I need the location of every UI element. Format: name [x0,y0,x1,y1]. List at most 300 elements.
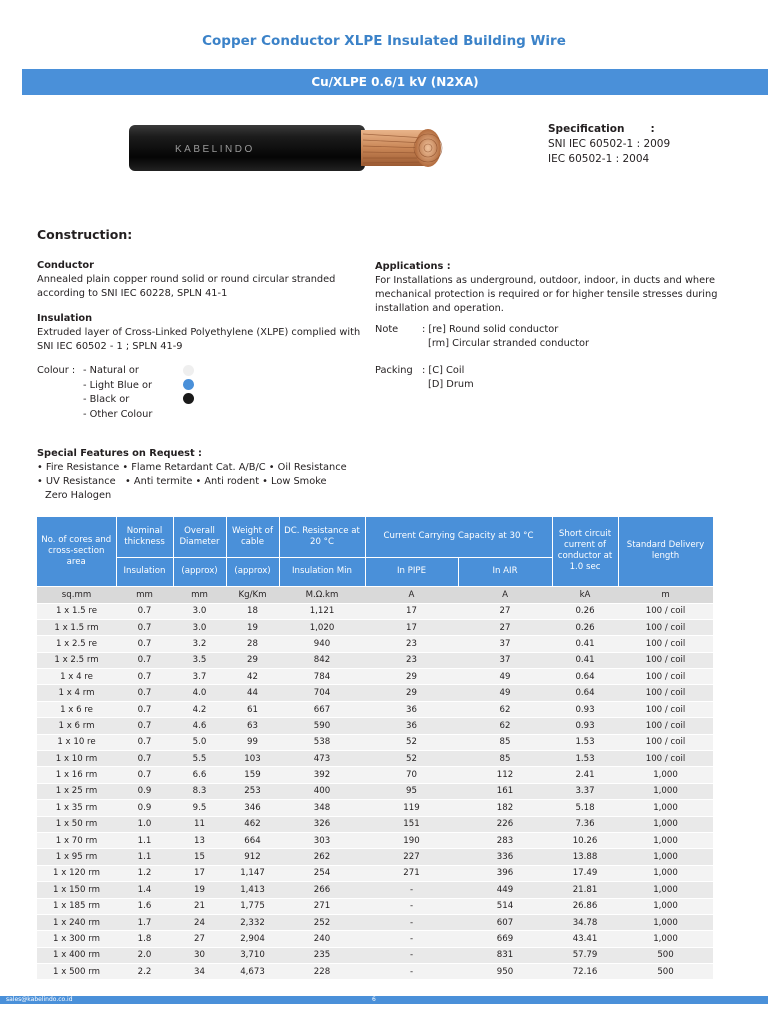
colour-option: - Black or [83,394,130,405]
table-cell: 5.0 [173,734,226,750]
table-cell: 161 [458,783,552,799]
table-cell: 3.5 [173,652,226,668]
table-cell: 669 [458,931,552,947]
header-current-capacity: Current Carrying Capacity at 30 °C [365,517,552,557]
table-cell: 8.3 [173,783,226,799]
table-row [37,652,713,668]
special-feature-line: • Fire Resistance • Flame Retardant Cat. A/B/C • Oil Resistance [37,462,347,473]
table-cell: 13.88 [552,849,618,865]
table-cell: 326 [279,816,365,832]
table-cell: 23 [365,636,458,652]
table-cell: 1.2 [116,865,173,881]
note-value: [rm] Circular stranded conductor [428,338,590,349]
table-cell: 7.36 [552,816,618,832]
table-cell: 346 [226,800,279,816]
table-row [37,898,713,914]
table-row [37,734,713,750]
table-cell: 28 [226,636,279,652]
table-cell: 30 [173,947,226,963]
table-cell: 3.0 [173,619,226,635]
table-cell: 100 / coil [618,669,713,685]
table-cell: 99 [226,734,279,750]
table-cell: 262 [279,849,365,865]
table-cell: 1 x 50 rm [37,816,116,832]
table-cell: 227 [365,849,458,865]
applications-text: For Installations as underground, outdoor, indoor, in ducts and where mechanical protection is required or for higher tensile stresses during installation and operation. [375,275,718,314]
table-row [37,931,713,947]
table-cell: 500 [618,947,713,963]
cable-print: KABELINDO [175,144,255,155]
table-cell: - [365,898,458,914]
table-cell: 17.49 [552,865,618,881]
table-cell: 21 [173,898,226,914]
special-feature-line: • UV Resistance • Anti termite • Anti rodent • Low Smoke [37,476,327,487]
table-cell: - [365,947,458,963]
table-cell: - [365,882,458,898]
table-cell: 3,710 [226,947,279,963]
table-cell: 62 [458,718,552,734]
table-cell: 1,000 [618,800,713,816]
table-row [37,800,713,816]
header-in-pipe: In PIPE [365,557,458,586]
table-cell: 3.37 [552,783,618,799]
table-cell: 253 [226,783,279,799]
table-cell: 1 x 4 rm [37,685,116,701]
table-row [37,882,713,898]
header-in-air: In AIR [458,557,552,586]
table-cell: 100 / coil [618,734,713,750]
table-cell: 1.53 [552,751,618,767]
table-cell: 190 [365,832,458,848]
table-row [37,914,713,930]
table-cell: 1 x 2.5 re [37,636,116,652]
table-cell: 19 [226,619,279,635]
table-cell: 0.7 [116,701,173,717]
table-cell: 37 [458,636,552,652]
unit-cell: A [458,586,552,603]
table-cell: 1.0 [116,816,173,832]
table-cell: 10.26 [552,832,618,848]
table-cell: 2,332 [226,914,279,930]
table-cell: 6.6 [173,767,226,783]
table-cell: 226 [458,816,552,832]
header-nominal-thickness: Nominal thickness [116,517,173,557]
header-approx: (approx) [173,557,226,586]
table-cell: 1,000 [618,882,713,898]
table-cell: 17 [365,619,458,635]
table-cell: 449 [458,882,552,898]
table-cell: 63 [226,718,279,734]
colour-label: Colour : [37,365,76,376]
cable-spec-table [37,517,714,980]
table-cell: 1,000 [618,816,713,832]
table-cell: 462 [226,816,279,832]
table-cell: 52 [365,751,458,767]
table-cell: 0.7 [116,685,173,701]
table-cell: 473 [279,751,365,767]
table-cell: 1 x 120 rm [37,865,116,881]
table-cell: 1 x 35 rm [37,800,116,816]
table-cell: 85 [458,734,552,750]
colour-option: - Natural or [83,365,139,376]
table-cell: 0.7 [116,619,173,635]
table-cell: 336 [458,849,552,865]
unit-cell: M.Ω.km [279,586,365,603]
table-cell: 100 / coil [618,685,713,701]
table-cell: 1,000 [618,865,713,881]
construction-heading: Construction: [37,227,133,242]
footer-bar [0,996,768,1004]
table-cell: 0.9 [116,800,173,816]
table-cell: 1 x 25 rm [37,783,116,799]
table-cell: 1.53 [552,734,618,750]
table-cell: 1 x 185 rm [37,898,116,914]
table-cell: 912 [226,849,279,865]
applications-label: Applications : [375,261,451,272]
table-cell: 607 [458,914,552,930]
table-cell: 538 [279,734,365,750]
table-cell: 100 / coil [618,636,713,652]
header-insulation: Insulation [116,557,173,586]
table-cell: 0.7 [116,767,173,783]
table-cell: 151 [365,816,458,832]
table-cell: 1,000 [618,767,713,783]
table-cell: 1.6 [116,898,173,914]
table-cell: 240 [279,931,365,947]
unit-cell: mm [173,586,226,603]
table-cell: 0.64 [552,669,618,685]
colour-swatch-black [183,393,194,404]
special-features-section [37,447,367,503]
table-cell: 1,000 [618,783,713,799]
table-cell: 100 / coil [618,603,713,619]
table-cell: 43.41 [552,931,618,947]
header-overall-diameter: Overall Diameter [173,517,226,557]
table-cell: 271 [365,865,458,881]
table-cell: 1,000 [618,849,713,865]
table-cell: 29 [365,685,458,701]
packing-value: : [C] Coil [422,365,465,376]
table-cell: 26.86 [552,898,618,914]
header-cores: No. of cores and cross-section area [37,517,116,586]
table-cell: 235 [279,947,365,963]
table-cell: 23 [365,652,458,668]
table-row [37,751,713,767]
header-insulation-min: Insulation Min [279,557,365,586]
specification-item: IEC 60502-1 : 2004 [548,153,650,165]
table-cell: 57.79 [552,947,618,963]
table-cell: 664 [226,832,279,848]
table-cell: 2.41 [552,767,618,783]
table-cell: 1,000 [618,832,713,848]
table-row [37,636,713,652]
table-cell: 9.5 [173,800,226,816]
table-cell: 0.9 [116,783,173,799]
table-cell: 13 [173,832,226,848]
specification-label: Specification [548,123,625,135]
units-row [37,586,713,603]
table-cell: 4,673 [226,964,279,980]
table-cell: 119 [365,800,458,816]
unit-cell: m [618,586,713,603]
table-cell: 4.0 [173,685,226,701]
table-cell: 19 [173,882,226,898]
table-cell: 1 x 1.5 rm [37,619,116,635]
table-row [37,849,713,865]
table-cell: 100 / coil [618,751,713,767]
table-cell: 42 [226,669,279,685]
table-cell: 0.93 [552,701,618,717]
specification-colon: : [650,123,655,135]
table-cell: 24 [173,914,226,930]
insulation-text: Extruded layer of Cross-Linked Polyethylene (XLPE) complied with SNI IEC 60502 - 1 ; SPLN 41-9 [37,327,361,352]
table-cell: 100 / coil [618,701,713,717]
table-cell: 1 x 95 rm [37,849,116,865]
table-row [37,816,713,832]
table-cell: 100 / coil [618,652,713,668]
table-cell: 62 [458,701,552,717]
table-cell: 1,000 [618,898,713,914]
table-cell: 950 [458,964,552,980]
table-cell: 1,775 [226,898,279,914]
table-cell: 85 [458,751,552,767]
table-cell: 254 [279,865,365,881]
table-row [37,767,713,783]
table-cell: 1 x 6 rm [37,718,116,734]
special-features-label: Special Features on Request : [37,448,202,459]
table-cell: 27 [173,931,226,947]
table-cell: 0.64 [552,685,618,701]
table-row [37,685,713,701]
header-weight: Weight of cable [226,517,279,557]
table-cell: 5.5 [173,751,226,767]
unit-cell: Kg/Km [226,586,279,603]
table-cell: 61 [226,701,279,717]
table-cell: 52 [365,734,458,750]
product-name: Cu/XLPE 0.6/1 kV (N2XA) [311,75,479,89]
header-delivery-length: Standard Delivery length [618,517,713,586]
table-cell: 112 [458,767,552,783]
special-feature-line: Zero Halogen [45,490,112,501]
conductor-label: Conductor [37,260,94,271]
table-cell: 1 x 70 rm [37,832,116,848]
table-row [37,832,713,848]
table-cell: 1 x 300 rm [37,931,116,947]
footer-email: sales@kabelindo.co.id [6,996,73,1003]
table-cell: - [365,914,458,930]
table-cell: 37 [458,652,552,668]
colour-option: - Other Colour [83,408,153,420]
table-row [37,619,713,635]
table-cell: 1.1 [116,849,173,865]
table-cell: 44 [226,685,279,701]
table-cell: 0.7 [116,603,173,619]
table-cell: 1 x 150 rm [37,882,116,898]
table-cell: - [365,964,458,980]
table-cell: 100 / coil [618,619,713,635]
table-cell: 0.7 [116,734,173,750]
table-cell: 271 [279,898,365,914]
table-cell: 1 x 1.5 re [37,603,116,619]
table-cell: 0.7 [116,669,173,685]
table-cell: 0.7 [116,652,173,668]
table-cell: 1 x 10 re [37,734,116,750]
table-cell: 29 [226,652,279,668]
unit-cell: A [365,586,458,603]
table-cell: 0.7 [116,636,173,652]
table-cell: 303 [279,832,365,848]
table-cell: 5.18 [552,800,618,816]
table-cell: 1,413 [226,882,279,898]
table-cell: 0.26 [552,603,618,619]
table-cell: 228 [279,964,365,980]
table-cell: 0.7 [116,718,173,734]
table-row [37,947,713,963]
table-cell: 27 [458,603,552,619]
page-title: Copper Conductor XLPE Insulated Building Wire [202,33,566,49]
unit-cell: mm [116,586,173,603]
note-label: Note [375,324,399,335]
table-cell: 27 [458,619,552,635]
table-row [37,964,713,980]
table-cell: 1,020 [279,619,365,635]
table-cell: 1.8 [116,931,173,947]
table-cell: 21.81 [552,882,618,898]
table-cell: 667 [279,701,365,717]
table-cell: 0.41 [552,636,618,652]
table-cell: 1.4 [116,882,173,898]
table-cell: 72.16 [552,964,618,980]
unit-cell: kA [552,586,618,603]
table-cell: 49 [458,685,552,701]
table-cell: 283 [458,832,552,848]
specification-item: SNI IEC 60502-1 : 2009 [548,138,671,150]
table-row [37,701,713,717]
table-cell: 1,121 [279,603,365,619]
page-number: 6 [372,996,376,1003]
table-cell: 1 x 4 re [37,669,116,685]
table-cell: 1 x 10 rm [37,751,116,767]
product-banner [22,69,768,95]
table-row [37,669,713,685]
table-cell: 514 [458,898,552,914]
table-cell: 1 x 2.5 rm [37,652,116,668]
table-cell: 590 [279,718,365,734]
insulation-section [37,312,367,354]
table-cell: 0.93 [552,718,618,734]
table-cell: 2.0 [116,947,173,963]
conductor-text: Annealed plain copper round solid or round circular stranded according to SNI IEC 60228, SPLN 41-1 [37,274,336,299]
table-row [37,783,713,799]
table-cell: 3.0 [173,603,226,619]
table-cell: 784 [279,669,365,685]
table-cell: 70 [365,767,458,783]
table-cell: 34.78 [552,914,618,930]
table-cell: - [365,931,458,947]
table-cell: 17 [173,865,226,881]
table-cell: 400 [279,783,365,799]
table-cell: 500 [618,964,713,980]
note-value: : [re] Round solid conductor [422,324,559,335]
table-cell: 1 x 240 rm [37,914,116,930]
table-row [37,865,713,881]
table-cell: 2,904 [226,931,279,947]
table-row [37,718,713,734]
applications-section [375,260,720,316]
table-cell: 266 [279,882,365,898]
table-cell: 100 / coil [618,718,713,734]
note-section [375,323,589,351]
table-cell: 36 [365,718,458,734]
colour-swatch-light-blue [183,379,194,390]
table-cell: 182 [458,800,552,816]
table-cell: 159 [226,767,279,783]
table-cell: 4.6 [173,718,226,734]
table-cell: 831 [458,947,552,963]
table-cell: 29 [365,669,458,685]
specification [548,122,670,167]
table-cell: 3.7 [173,669,226,685]
insulation-label: Insulation [37,313,93,324]
table-cell: 18 [226,603,279,619]
table-cell: 0.7 [116,751,173,767]
table-cell: 95 [365,783,458,799]
table-cell: 1 x 400 rm [37,947,116,963]
table-cell: 940 [279,636,365,652]
header-dc-resistance: DC. Resistance at 20 °C [279,517,365,557]
table-cell: 1.1 [116,832,173,848]
table-cell: 1,000 [618,931,713,947]
conductor-section [37,259,367,301]
colour-section [37,364,183,422]
table-cell: 0.41 [552,652,618,668]
packing-label: Packing [375,365,413,376]
table-cell: 17 [365,603,458,619]
table-row [37,603,713,619]
table-cell: 103 [226,751,279,767]
table-cell: 348 [279,800,365,816]
table-cell: 704 [279,685,365,701]
cable-image [125,118,460,178]
table-cell: 15 [173,849,226,865]
header-approx: (approx) [226,557,279,586]
header-short-circuit: Short circuit current of conductor at 1.0 sec [552,517,618,586]
table-cell: 34 [173,964,226,980]
table-cell: 4.2 [173,701,226,717]
unit-cell: sq.mm [37,586,116,603]
table-cell: 3.2 [173,636,226,652]
table-cell: 1 x 6 re [37,701,116,717]
packing-value: [D] Drum [428,379,474,390]
table-cell: 1.7 [116,914,173,930]
table-cell: 0.26 [552,619,618,635]
table-cell: 2.2 [116,964,173,980]
colour-option: - Light Blue or [83,379,153,391]
table-cell: 11 [173,816,226,832]
table-cell: 252 [279,914,365,930]
table-cell: 1,000 [618,914,713,930]
table-cell: 392 [279,767,365,783]
table-cell: 842 [279,652,365,668]
table-cell: 36 [365,701,458,717]
table-cell: 396 [458,865,552,881]
colour-swatch-natural [183,365,194,376]
table-cell: 1 x 16 rm [37,767,116,783]
packing-section [375,364,474,392]
table-cell: 49 [458,669,552,685]
table-cell: 1 x 500 rm [37,964,116,980]
table-cell: 1,147 [226,865,279,881]
